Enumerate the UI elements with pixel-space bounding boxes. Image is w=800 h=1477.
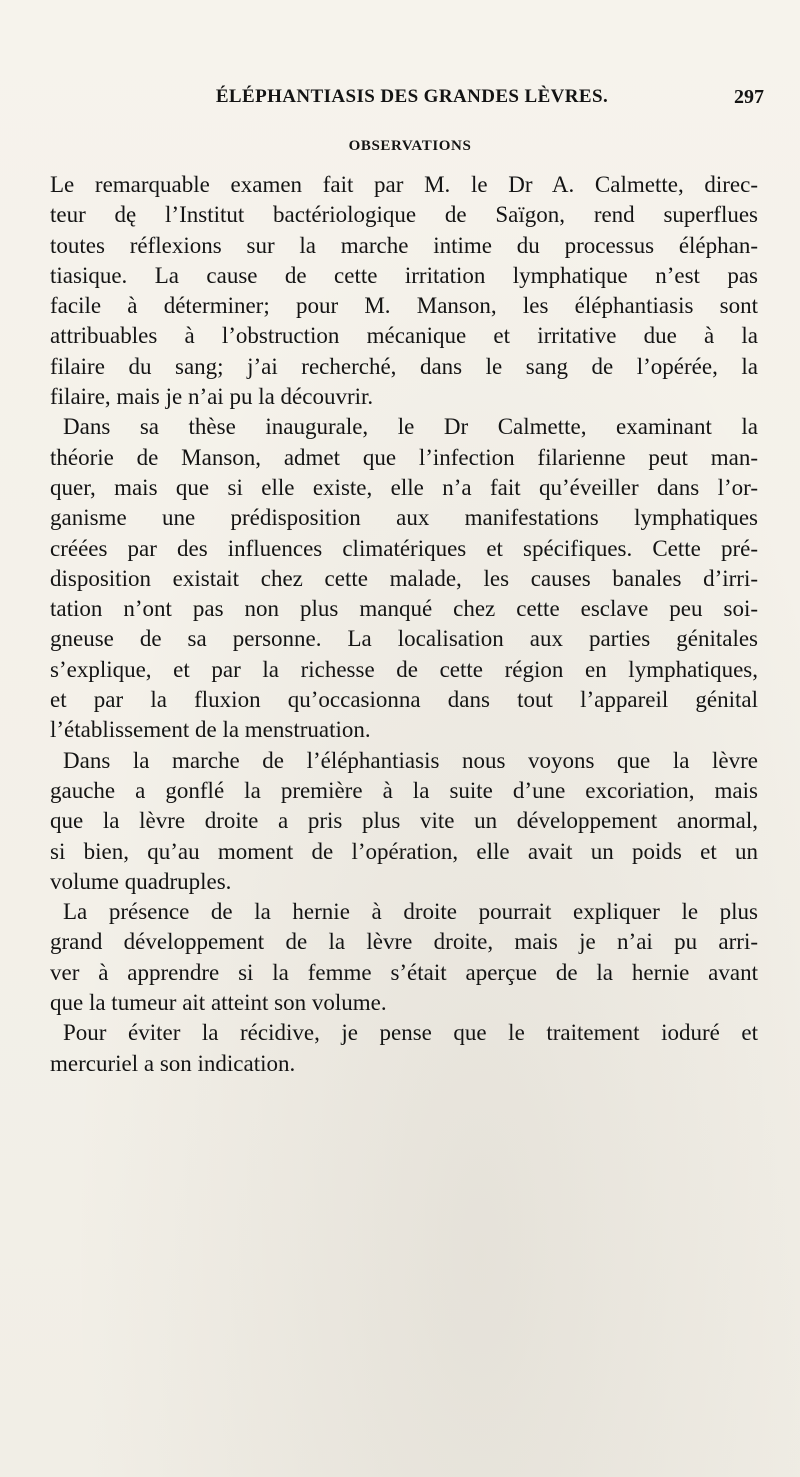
page-number: 297 bbox=[734, 86, 764, 108]
body-text bbox=[50, 170, 758, 1079]
text-line: que la tumeur ait atteint son volume. bbox=[50, 990, 387, 1016]
text-line: volume quadruples. bbox=[50, 868, 232, 894]
text-line: mercuriel a son indication. bbox=[50, 1050, 296, 1076]
text-line: gauche a gonflé la première à la suite d’une excoriation, mais bbox=[50, 777, 758, 803]
running-head bbox=[60, 86, 764, 112]
text-line: Pour éviter la récidive, je pense que le traitement ioduré et bbox=[63, 1020, 758, 1046]
text-line: Le remarquable examen fait par M. le Dr A. Calmette, direc- bbox=[50, 172, 758, 197]
text-line: La présence de la hernie à droite pourrait expliquer le plus bbox=[63, 899, 758, 925]
text-line: théorie de Manson, admet que l’infection filarienne peut man- bbox=[50, 444, 758, 470]
text-line: si bien, qu’au moment de l’opération, elle avait un poids et un bbox=[50, 838, 758, 864]
text-line: facile à déterminer; pour M. Manson, les éléphantiasis sont bbox=[50, 293, 758, 319]
text-line: Dans la marche de l’éléphantiasis nous voyons que la lèvre bbox=[63, 747, 758, 773]
section-heading: OBSERVATIONS bbox=[348, 138, 472, 154]
text-line: ver à apprendre si la femme s’était aperçue de la hernie avant bbox=[50, 959, 758, 985]
text-line: teur dę l’Institut bactériologique de Saïgon, rend superflues bbox=[50, 202, 758, 228]
text-line: toutes réflexions sur la marche intime du processus éléphan- bbox=[50, 232, 758, 258]
text-line: et par la fluxion qu’occasionna dans tout l’appareil génital bbox=[50, 687, 758, 713]
text-line: que la lèvre droite a pris plus vite un développement anormal, bbox=[50, 808, 758, 834]
text-line: grand développement de la lèvre droite, mais je n’ai pu arri- bbox=[50, 929, 758, 955]
text-line: tation n’ont pas non plus manqué chez cette esclave peu soi- bbox=[50, 596, 758, 622]
text-line: l’établissement de la menstruation. bbox=[50, 717, 371, 743]
running-title: ÉLÉPHANTIASIS DES GRANDES LÈVRES. bbox=[215, 86, 609, 107]
text-line: attribuables à l’obstruction mécanique et irritative due à la bbox=[50, 323, 758, 349]
text-line: disposition existait chez cette malade, les causes banales d’irri- bbox=[50, 565, 758, 591]
text-line: filaire du sang; j’ai recherché, dans le sang de l’opérée, la bbox=[50, 353, 758, 379]
text-line: quer, mais que si elle existe, elle n’a fait qu’éveiller dans l’or- bbox=[50, 474, 758, 500]
text-line: filaire, mais je n’ai pu la découvrir. bbox=[50, 384, 374, 410]
text-line: tiasique. La cause de cette irritation lymphatique n’est pas bbox=[50, 262, 758, 288]
text-line: Dans sa thèse inaugurale, le Dr Calmette, examinant la bbox=[63, 414, 758, 440]
text-line: s’explique, et par la richesse de cette région en lymphatiques, bbox=[50, 656, 758, 682]
text-line: créées par des influences climatériques et spécifiques. Cette pré- bbox=[50, 535, 758, 561]
text-line: ganisme une prédisposition aux manifestations lymphatiques bbox=[50, 505, 758, 531]
text-line: gneuse de sa personne. La localisation aux parties génitales bbox=[50, 626, 758, 652]
